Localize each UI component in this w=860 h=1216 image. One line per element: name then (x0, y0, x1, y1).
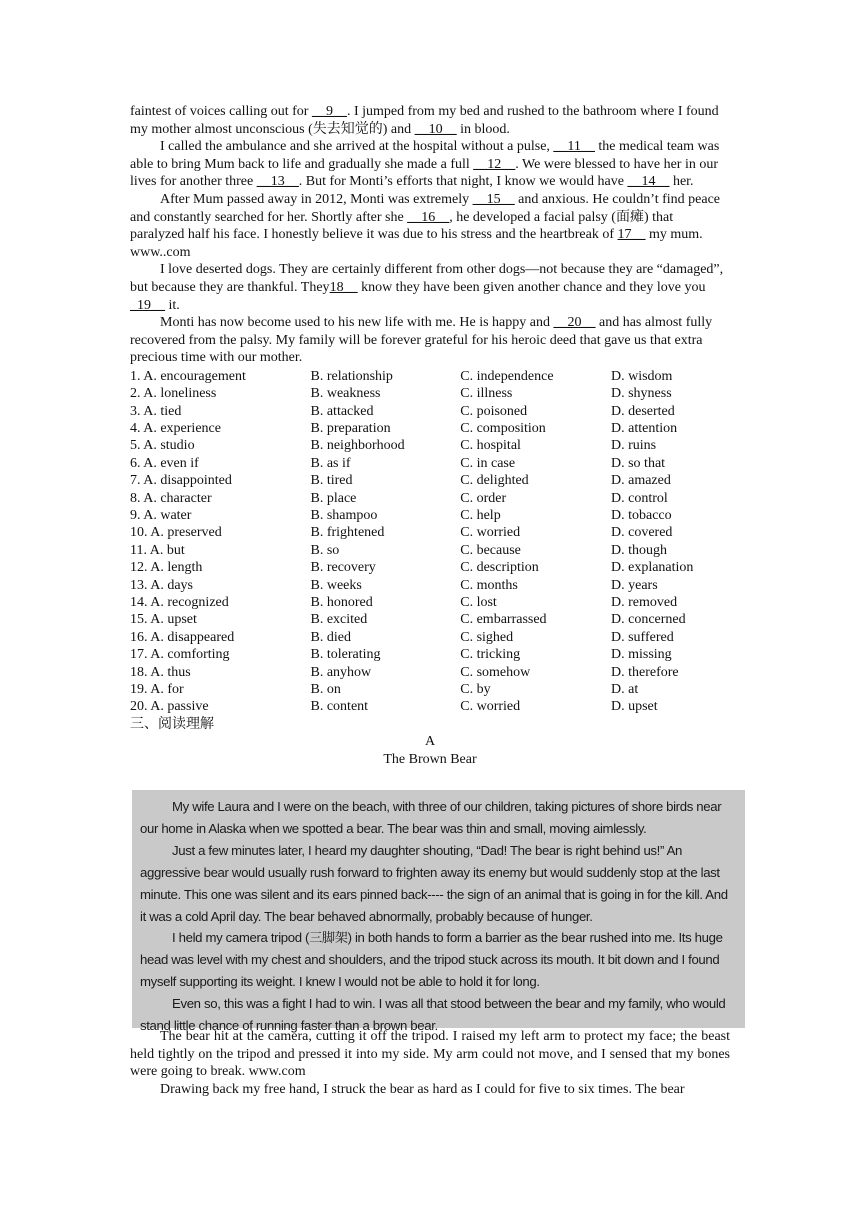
option-d: D. tobacco (611, 508, 672, 524)
scanned-text (140, 796, 734, 1037)
option-b: B. recovery (310, 560, 376, 576)
blank-19: _19__ (130, 297, 165, 313)
box-paragraph: I held my camera tripod (三脚架) in both hands to form a barrier as the bear rushed into me. Its huge head was level with my chest and shoulders, and the tripod stuck across its mouth. It bit down and I found myself supporting its weight. I knew I would not be able to hold it for long. (140, 930, 723, 990)
option-c: C. lost (460, 594, 497, 610)
option-a: 13. A. days (130, 577, 193, 593)
option-a: 8. A. character (130, 490, 212, 506)
option-b: B. died (310, 629, 351, 645)
option-c: C. illness (460, 386, 513, 402)
option-row (130, 490, 730, 507)
blank-12: __12__ (473, 156, 516, 172)
option-row (130, 611, 730, 628)
option-d: D. explanation (611, 560, 694, 576)
option-row (130, 368, 730, 385)
passage-paragraph: Drawing back my free hand, I struck the bear as hard as I could for five to six times. The bear (160, 1081, 685, 1097)
option-d: D. missing (611, 647, 672, 663)
option-d: D. removed (611, 594, 678, 610)
option-b: B. frightened (310, 525, 385, 541)
option-row (130, 403, 730, 420)
option-c: C. because (460, 542, 521, 558)
option-a: 18. A. thus (130, 664, 191, 680)
blank-20: __20__ (553, 315, 596, 331)
option-a: 12. A. length (130, 560, 203, 576)
option-c: C. months (460, 577, 518, 593)
passage-paragraph: I love deserted dogs. They are certainly different from other dogs—not because they are “damaged”, but because they are thankful. They18__ know they have been given another chance and they love you _19__ it. (130, 262, 724, 313)
section-heading: 三、阅读理解 (130, 716, 214, 732)
option-c: C. independence (460, 368, 554, 384)
option-row (130, 559, 730, 576)
option-row (130, 681, 730, 698)
option-b: B. tolerating (310, 647, 381, 663)
option-d: D. though (611, 542, 667, 558)
option-c: C. by (460, 681, 491, 697)
option-a: 11. A. but (130, 542, 185, 558)
option-c: C. tricking (460, 647, 521, 663)
option-row (130, 437, 730, 454)
blank-17: 17__ (617, 227, 646, 243)
option-a: 9. A. water (130, 508, 192, 524)
option-a: 15. A. upset (130, 612, 197, 628)
option-d: D. therefore (611, 664, 679, 680)
option-b: B. relationship (310, 368, 393, 384)
option-c: C. composition (460, 421, 546, 437)
option-b: B. place (310, 490, 357, 506)
option-a: 19. A. for (130, 681, 184, 697)
passage-paragraph: After Mum passed away in 2012, Monti was extremely __15__ and anxious. He couldn’t find peace and constantly searched for her. Shortly after she __16__, he developed a facial palsy (面瘫) that paralyzed half his face. I honestly believe it was due to his stress and the heartbreak of 17__ my mum. www..com (130, 191, 721, 260)
option-row (130, 472, 730, 489)
option-a: 7. A. disappointed (130, 473, 232, 489)
option-c: C. help (460, 508, 501, 524)
blank-16: __16__ (407, 209, 450, 225)
box-paragraph: My wife Laura and I were on the beach, with three of our children, taking pictures of shore birds near our home in Alaska when we spotted a bear. The bear was thin and small, moving aimlessly. (140, 799, 722, 836)
option-a: 5. A. studio (130, 438, 195, 454)
option-row (130, 577, 730, 594)
option-d: D. suffered (611, 629, 674, 645)
option-row (130, 698, 730, 715)
option-a: 2. A. loneliness (130, 386, 217, 402)
box-paragraph: Just a few minutes later, I heard my daughter shouting, “Dad! The bear is right behind us!” An aggressive bear would usually rush forward to frighten away its enemy but would suddenly stop at the last minute. This one was silent and its ears pinned back---- the sign of an animal that is going in for the kill. And it was a cold April day. The bear behaved abnormally, probably because of hunger. (140, 842, 728, 924)
passage-paragraph: The bear hit at the camera, cutting it off the tripod. I raised my left arm to protect my face; the beast held tightly on the tripod and pressed it into my side. My arm could not move, and I sensed that my bones were going to break. www.com (130, 1029, 730, 1080)
option-row (130, 507, 730, 524)
option-a: 16. A. disappeared (130, 629, 235, 645)
option-b: B. content (310, 699, 369, 715)
box-paragraph: Even so, this was a fight I had to win. I was all that stood between the bear and my family, who would stand little chance of running faster than a brown bear. (140, 996, 726, 1034)
option-c: C. embarrassed (460, 612, 547, 628)
blank-18: 18__ (329, 279, 358, 295)
option-b: B. neighborhood (310, 438, 405, 454)
passage-paragraph: faintest of voices calling out for __9__. I jumped from my bed and rushed to the bathroom where I found my mother almost unconscious (失去知觉的) and __10__ in blood. (130, 104, 719, 137)
option-c: C. in case (460, 455, 516, 471)
option-a: 17. A. comforting (130, 647, 230, 663)
option-d: D. control (611, 490, 668, 506)
option-a: 3. A. tied (130, 403, 182, 419)
option-row (130, 455, 730, 472)
option-d: D. wisdom (611, 368, 673, 384)
option-a: 6. A. even if (130, 455, 199, 471)
option-row (130, 385, 730, 402)
passage-continuation (130, 1028, 730, 1098)
option-b: B. shampoo (310, 508, 378, 524)
option-a: 4. A. experience (130, 421, 221, 437)
option-b: B. honored (310, 594, 373, 610)
option-row (130, 646, 730, 663)
option-d: D. upset (611, 699, 658, 715)
option-d: D. years (611, 577, 658, 593)
option-c: C. sighed (460, 629, 514, 645)
options-list (130, 368, 730, 716)
option-c: C. order (460, 490, 507, 506)
option-a: 10. A. preserved (130, 525, 222, 541)
option-b: B. excited (310, 612, 368, 628)
option-c: C. somehow (460, 664, 531, 680)
cloze-passage (130, 103, 730, 769)
option-b: B. on (310, 681, 341, 697)
option-c: C. worried (460, 525, 521, 541)
option-d: D. covered (611, 525, 673, 541)
option-d: D. concerned (611, 612, 686, 628)
option-row (130, 594, 730, 611)
option-a: 1. A. encouragement (130, 368, 246, 384)
option-c: C. worried (460, 699, 521, 715)
blank-9: __9__ (311, 104, 347, 119)
option-c: C. poisoned (460, 403, 528, 419)
option-a: 14. A. recognized (130, 594, 229, 610)
blank-10: __10__ (414, 121, 457, 137)
passage-title: The Brown Bear (383, 751, 477, 767)
option-b: B. anyhow (310, 664, 372, 680)
passage-letter: A (424, 734, 436, 750)
option-b: B. tired (310, 473, 353, 489)
passage-paragraph: Monti has now become used to his new life with me. He is happy and __20__ and has almost fully recovered from the palsy. My family will be forever grateful for his heroic deed that gave us that extra precious time with our mother. (130, 315, 713, 366)
option-c: C. description (460, 560, 539, 576)
option-c: C. hospital (460, 438, 521, 454)
option-a: 20. A. passive (130, 699, 209, 715)
blank-14: __14__ (627, 174, 670, 190)
option-d: D. ruins (611, 438, 657, 454)
blank-15: __15__ (472, 191, 515, 207)
option-d: D. deserted (611, 403, 675, 419)
option-d: D. shyness (611, 386, 672, 402)
option-row (130, 420, 730, 437)
option-row (130, 524, 730, 541)
passage-paragraph: I called the ambulance and she arrived at the hospital without a pulse, __11__ the medical team was able to bring Mum back to life and gradually she made a full __12__. We were blessed to have her in our lives for another three __13__. But for Monti’s efforts that night, I know we would have __14__ her. (130, 139, 720, 190)
option-row (130, 629, 730, 646)
option-b: B. attacked (310, 403, 374, 419)
option-d: D. amazed (611, 473, 671, 489)
option-d: D. attention (611, 421, 678, 437)
blank-11: __11__ (553, 139, 595, 155)
option-row (130, 542, 730, 559)
option-d: D. so that (611, 455, 666, 471)
option-b: B. preparation (310, 421, 391, 437)
blank-13: __13__ (256, 174, 299, 190)
option-b: B. so (310, 542, 340, 558)
scanned-text-box (132, 790, 745, 1034)
option-b: B. weakness (310, 386, 381, 402)
option-b: B. weeks (310, 577, 362, 593)
option-b: B. as if (310, 455, 351, 471)
option-d: D. at (611, 681, 639, 697)
option-c: C. delighted (460, 473, 529, 489)
option-row (130, 664, 730, 681)
